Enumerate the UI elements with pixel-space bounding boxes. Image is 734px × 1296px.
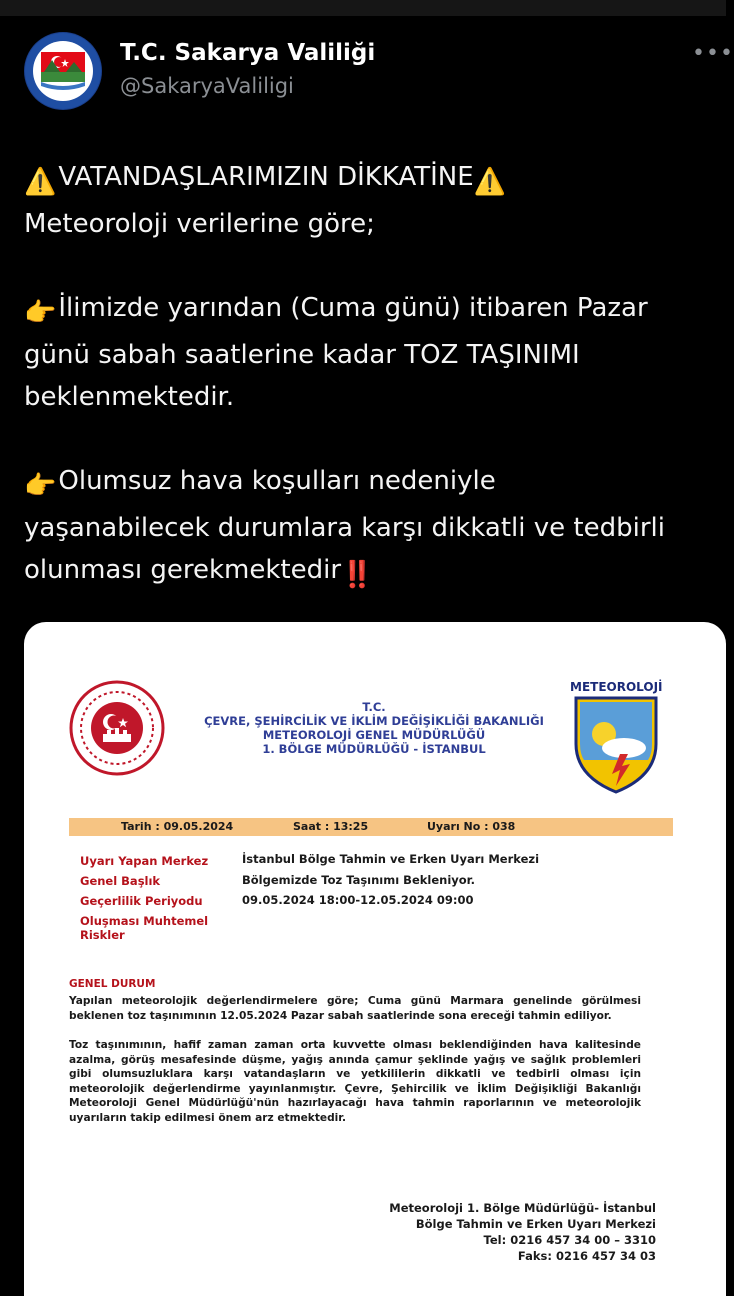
field-label: Oluşması Muhtemel Riskler bbox=[80, 914, 209, 942]
avatar[interactable] bbox=[24, 32, 102, 110]
document-footer bbox=[389, 1200, 656, 1264]
field-value: 09.05.2024 18:00-12.05.2024 09:00 bbox=[242, 893, 474, 907]
sakarya-seal-icon bbox=[24, 32, 102, 110]
field-label: Genel Başlık bbox=[80, 874, 161, 888]
field-value: Bölgemizde Toz Taşınımı Bekleniyor. bbox=[242, 873, 476, 887]
pointing-hand-icon: 👉 bbox=[24, 298, 57, 328]
document-header bbox=[194, 700, 554, 756]
warning-number-field: Uyarı No : 038 bbox=[427, 820, 516, 833]
date-field: Tarih : 09.05.2024 bbox=[121, 820, 234, 833]
tweet-line bbox=[24, 156, 714, 203]
account-handle[interactable]: @SakaryaValiligi bbox=[120, 74, 294, 98]
tweet-line bbox=[24, 287, 714, 334]
footer-line: Bölge Tahmin ve Erken Uyarı Merkezi bbox=[415, 1217, 656, 1231]
meteoroloji-logo-label: METEOROLOJİ bbox=[570, 680, 663, 694]
header-line: T.C. bbox=[362, 700, 386, 714]
top-status-strip bbox=[0, 0, 726, 16]
field-label: Uyarı Yapan Merkez bbox=[80, 854, 209, 868]
footer-line: Faks: 0216 457 34 03 bbox=[517, 1249, 656, 1263]
pointing-hand-icon: 👉 bbox=[24, 471, 57, 501]
field-value: İstanbul Bölge Tahmin ve Erken Uyarı Merkezi bbox=[242, 852, 540, 866]
tweet-headline: VATANDAŞLARIMIZIN DİKKATİNE bbox=[58, 162, 474, 192]
double-exclamation-icon: ‼️ bbox=[341, 560, 374, 590]
meteoroloji-shield-icon bbox=[570, 694, 662, 794]
tweet-line bbox=[24, 549, 714, 596]
footer-line: Tel: 0216 457 34 00 – 3310 bbox=[483, 1233, 656, 1247]
tweet-text-segment: olunması gerekmektedir bbox=[24, 555, 342, 585]
ministry-seal-icon bbox=[69, 680, 165, 776]
time-field: Saat : 13:25 bbox=[293, 820, 369, 833]
field-label: Geçerlilik Periyodu bbox=[80, 894, 203, 908]
paragraph: Toz taşınımının, hafif zaman zaman orta kuvvette olması beklendiğinden hava kalitesinde azalma, görüş mesafesinde düşme, yağış anında çamur şeklinde yağış ve sağlık problemleri gibi olumsuzluklara karşı vatandaşların ve yetkililerin dikkatli ve tedbirli olması için meteorolojik değerlendirme yayınlanmıştır. Çevre, Şehircilik ve İklim Değişikliği Bakanlığı Meteoroloji Genel Müdürlüğü'nün hazırlayacağı hava tahmin raporlarının ve meteorolojik uyarıların takip edilmesi önem arz etmektedir. bbox=[69, 1039, 641, 1124]
more-options-icon[interactable]: ••• bbox=[692, 41, 734, 66]
tweet-text-segment: Olumsuz hava koşulları nedeniyle bbox=[58, 466, 496, 496]
tweet-text bbox=[24, 156, 714, 596]
header-line: METEOROLOJİ GENEL MÜDÜRLÜĞÜ bbox=[262, 728, 486, 742]
tweet-line: günü sabah saatlerine kadar TOZ TAŞINIMI bbox=[24, 340, 580, 370]
header-line: ÇEVRE, ŞEHİRCİLİK VE İKLİM DEĞİŞİKLİĞİ BAKANLIĞI bbox=[204, 714, 544, 728]
display-name[interactable]: T.C. Sakarya Valiliği bbox=[120, 40, 376, 66]
section-title: GENEL DURUM bbox=[69, 978, 156, 990]
paragraph: Yapılan meteorolojik değerlendirmelere göre; Cuma günü Marmara genelinde görülmesi beklenen toz taşınımının 12.05.2024 Pazar sabah saatlerinde sona ereceği tahmin ediliyor. bbox=[69, 995, 641, 1022]
footer-line: Meteoroloji 1. Bölge Müdürlüğü- İstanbul bbox=[389, 1201, 656, 1215]
warning-icon: ⚠️ bbox=[473, 167, 507, 197]
tweet-line: beklenmektedir. bbox=[24, 382, 235, 412]
tweet-line: Meteoroloji verilerine göre; bbox=[24, 209, 375, 239]
warning-icon: ⚠️ bbox=[24, 167, 57, 197]
warning-info-bar bbox=[69, 818, 673, 836]
tweet-text-segment: İlimizde yarından (Cuma günü) itibaren Pazar bbox=[58, 293, 648, 323]
header-line: 1. BÖLGE MÜDÜRLÜĞÜ - İSTANBUL bbox=[262, 742, 486, 756]
attached-document-image[interactable] bbox=[24, 622, 726, 1296]
tweet-line: yaşanabilecek durumlara karşı dikkatli ve tedbirli bbox=[24, 513, 665, 543]
tweet-line bbox=[24, 460, 714, 507]
